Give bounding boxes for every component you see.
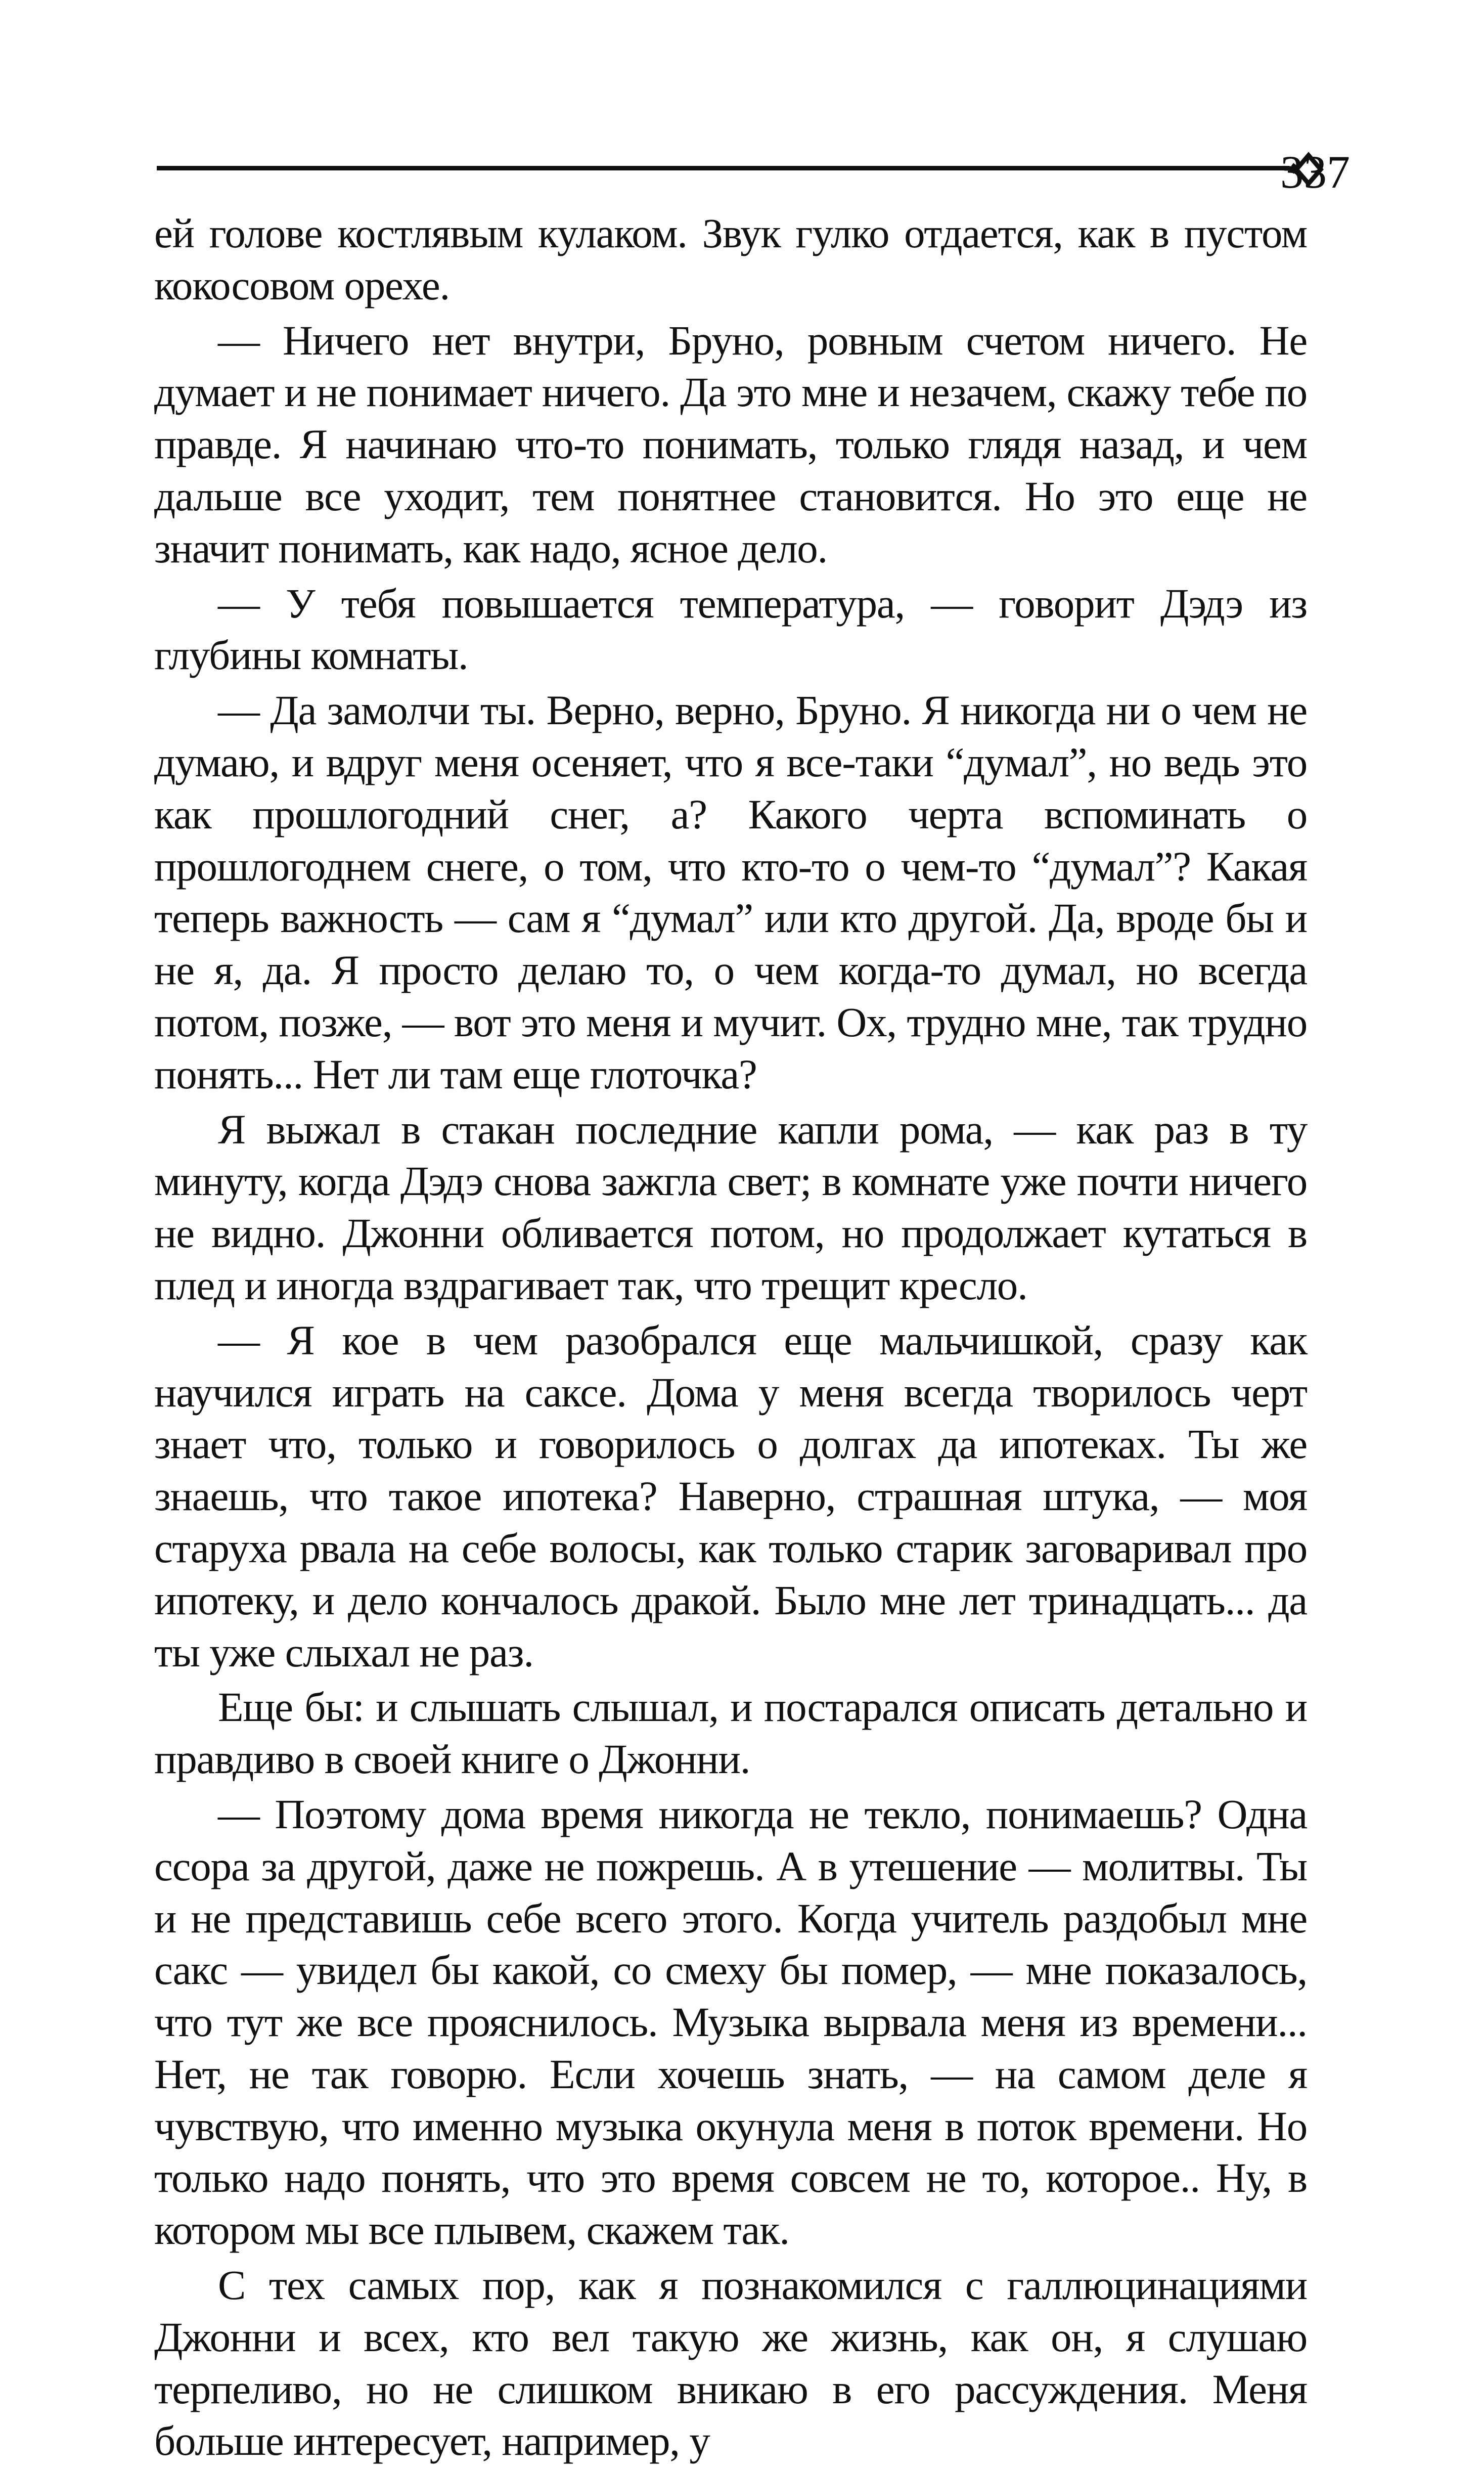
page-number: 337 — [1280, 146, 1350, 198]
paragraph: — Да замолчи ты. Верно, верно, Бруно. Я никогда ни о чем не думаю, и вдруг меня осеняет, что я все-таки “думал”, но ведь это как прошлогодний снег, а? Какого черта вспоминать о прошлогоднем снеге, о том, что кто-то о чем-то “думал”? Какая теперь важность — сам я “думал” или кто другой. Да, вроде бы и не я, да. Я просто делаю то, о чем когда-то думал, но всегда потом, позже, — вот это меня и мучит. Ох, трудно мне, так трудно понять... Нет ли там еще глоточка? — [154, 687, 1307, 1097]
paragraph: — Поэтому дома время никогда не текло, понимаешь? Одна ссора за другой, даже не пожрешь. А в утешение — молитвы. Ты и не представишь себе всего этого. Когда учитель раздобыл мне сакс — увидел бы какой, со смеху бы помер, — мне показалось, что тут же все прояснилось. Музыка вырвала меня из времени... Нет, не так говорю. Если хочешь знать, — на самом деле я чувствую, что именно музыка окунула меня в поток времени. Но только надо понять, что это время совсем не то, которое.. Ну, в котором мы все плывем, скажем так. — [154, 1790, 1307, 2254]
paragraph: Я выжал в стакан последние капли рома, — как раз в ту минуту, когда Дэдэ снова зажгла свет; в комнате уже почти ничего не видно. Джонни обливается потом, но продолжает кутаться в плед и иногда вздрагивает так, что трещит кресло. — [154, 1106, 1307, 1308]
paragraph: — Я кое в чем разобрался еще мальчишкой, сразу как научился играть на саксе. Дома у меня всегда творилось черт знает что, только и говорилось о долгах да ипотеках. Ты же знаешь, что такое ипотека? Наверно, страшная штука, — моя старуха рвала на себе волосы, как только старик заговаривал про ипотеку, и дело кончалось дракой. Было мне лет тринадцать... да ты уже слыхал не раз. — [154, 1316, 1307, 1675]
paragraph: — У тебя повышается температура, — говорит Дэдэ из глубины комнаты. — [154, 580, 1307, 679]
header-rule-line — [157, 166, 1289, 170]
paragraph: С тех самых пор, как я познакомился с галлюцинациями Джонни и всех, кто вел такую же жизнь, как он, я слушаю терпеливо, но не слишком вникаю в его рассуждения. Меня больше интересует, например, у — [154, 2262, 1307, 2464]
paragraph: Еще бы: и слышать слышал, и постарался описать детально и правдиво в своей книге о Джонни. — [154, 1684, 1307, 1783]
header-rule — [157, 147, 1330, 187]
body-text — [154, 207, 1307, 2470]
paragraph: ей голове костлявым кулаком. Звук гулко отдается, как в пустом кокосовом орехе. — [154, 210, 1307, 308]
paragraph: — Ничего нет внутри, Бруно, ровным счетом ничего. Не думает и не понимает ничего. Да это мне и незачем, скажу тебе по правде. Я начинаю что-то понимать, только глядя назад, и чем дальше все уходит, тем понятнее становится. Но это еще не значит понимать, как надо, ясное дело. — [154, 317, 1307, 571]
